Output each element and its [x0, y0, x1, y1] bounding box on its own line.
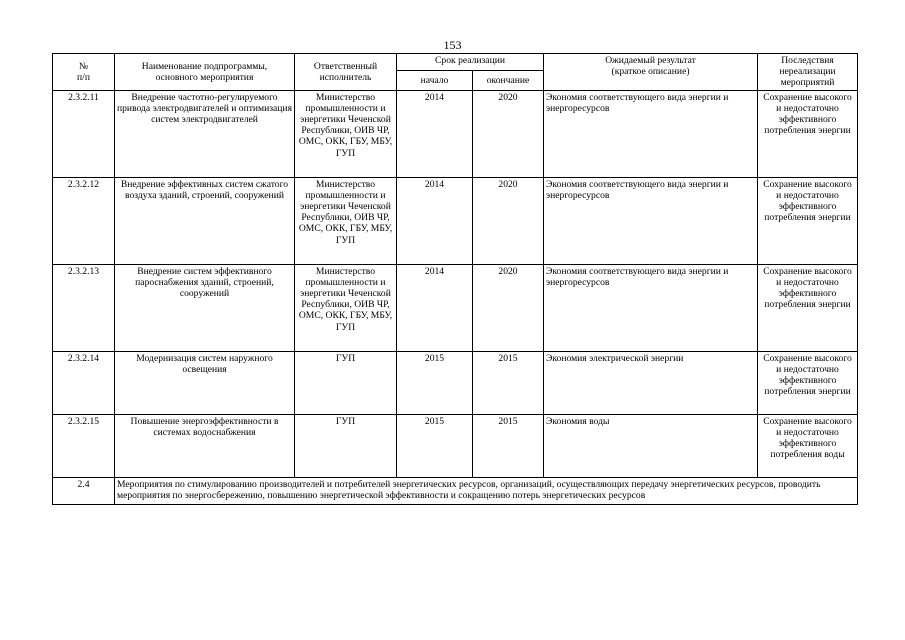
table-row — [53, 90, 858, 177]
row-start: 2014 — [397, 264, 473, 351]
row-name: Модернизация систем наружного освещения — [115, 351, 295, 414]
header-name — [115, 54, 295, 91]
row-num: 2.3.2.11 — [53, 90, 115, 177]
header-period: Срок реализации — [397, 54, 544, 71]
row-consequences: Сохранение высокого и недостаточно эффективного потребления энергии — [758, 264, 858, 351]
row-result: Экономия соответствующего вида энергии и энергоресурсов — [544, 90, 758, 177]
row-start: 2014 — [397, 90, 473, 177]
row-result: Экономия соответствующего вида энергии и энергоресурсов — [544, 264, 758, 351]
section-row — [53, 477, 858, 504]
row-executor: Министерство промышленности и энергетики Чеченской Республики, ОИВ ЧР, ОМС, ОКК, ГБУ, МБУ, ГУП — [295, 177, 397, 264]
header-start: начало — [397, 70, 473, 90]
header-executor-text: Ответственный исполнитель — [313, 60, 378, 83]
row-num: 2.3.2.15 — [53, 414, 115, 477]
row-end: 2015 — [473, 414, 544, 477]
header-executor — [295, 54, 397, 91]
section-text: Мероприятия по стимулированию производителей и потребителей энергетических ресурсов, организаций, осуществляющих передачу энергетических ресурсов, проводить мероприятия по энергосбережению, повышению энергетической эффективности и сокращению потерь энергетических ресурсов — [115, 477, 858, 504]
table-row — [53, 264, 858, 351]
row-end: 2020 — [473, 177, 544, 264]
header-num-text: № п/п — [77, 60, 90, 83]
header-consequences-text: Последствия нереализации мероприятий — [779, 55, 836, 89]
row-name: Повышение энергоэффективности в системах водоснабжения — [115, 414, 295, 477]
section-num: 2.4 — [53, 477, 115, 504]
row-num: 2.3.2.13 — [53, 264, 115, 351]
header-result-text: Ожидаемый результат (краткое описание) — [605, 55, 696, 78]
row-name: Внедрение частотно-регулируемого привода электродвигателей и оптимизация систем электродвигателей — [115, 90, 295, 177]
row-start: 2014 — [397, 177, 473, 264]
row-name: Внедрение систем эффективного пароснабжения зданий, строений, сооружений — [115, 264, 295, 351]
measures-table — [52, 53, 858, 505]
row-executor: Министерство промышленности и энергетики Чеченской Республики, ОИВ ЧР, ОМС, ОКК, ГБУ, МБУ, ГУП — [295, 264, 397, 351]
row-executor: ГУП — [295, 414, 397, 477]
header-consequences — [758, 54, 858, 91]
row-end: 2020 — [473, 90, 544, 177]
row-end: 2020 — [473, 264, 544, 351]
row-executor: ГУП — [295, 351, 397, 414]
row-consequences: Сохранение высокого и недостаточно эффективного потребления энергии — [758, 177, 858, 264]
row-consequences: Сохранение высокого и недостаточно эффективного потребления энергии — [758, 90, 858, 177]
table-row — [53, 177, 858, 264]
row-consequences: Сохранение высокого и недостаточно эффективного потребления воды — [758, 414, 858, 477]
row-result: Экономия соответствующего вида энергии и энергоресурсов — [544, 177, 758, 264]
row-result: Экономия электрической энергии — [544, 351, 758, 414]
page-number: 153 — [443, 38, 462, 52]
row-start: 2015 — [397, 414, 473, 477]
row-consequences: Сохранение высокого и недостаточно эффективного потребления энергии — [758, 351, 858, 414]
row-end: 2015 — [473, 351, 544, 414]
row-executor: Министерство промышленности и энергетики Чеченской Республики, ОИВ ЧР, ОМС, ОКК, ГБУ, МБУ, ГУП — [295, 90, 397, 177]
row-result: Экономия воды — [544, 414, 758, 477]
row-num: 2.3.2.12 — [53, 177, 115, 264]
table-row — [53, 351, 858, 414]
header-num — [53, 54, 115, 91]
row-start: 2015 — [397, 351, 473, 414]
row-name: Внедрение эффективных систем сжатого воздуха зданий, строений, сооружений — [115, 177, 295, 264]
row-num: 2.3.2.14 — [53, 351, 115, 414]
header-result — [544, 54, 758, 91]
header-name-text: Наименование подпрограммы, основного мероприятия — [141, 60, 268, 83]
header-end: окончание — [473, 70, 544, 90]
table-row — [53, 414, 858, 477]
